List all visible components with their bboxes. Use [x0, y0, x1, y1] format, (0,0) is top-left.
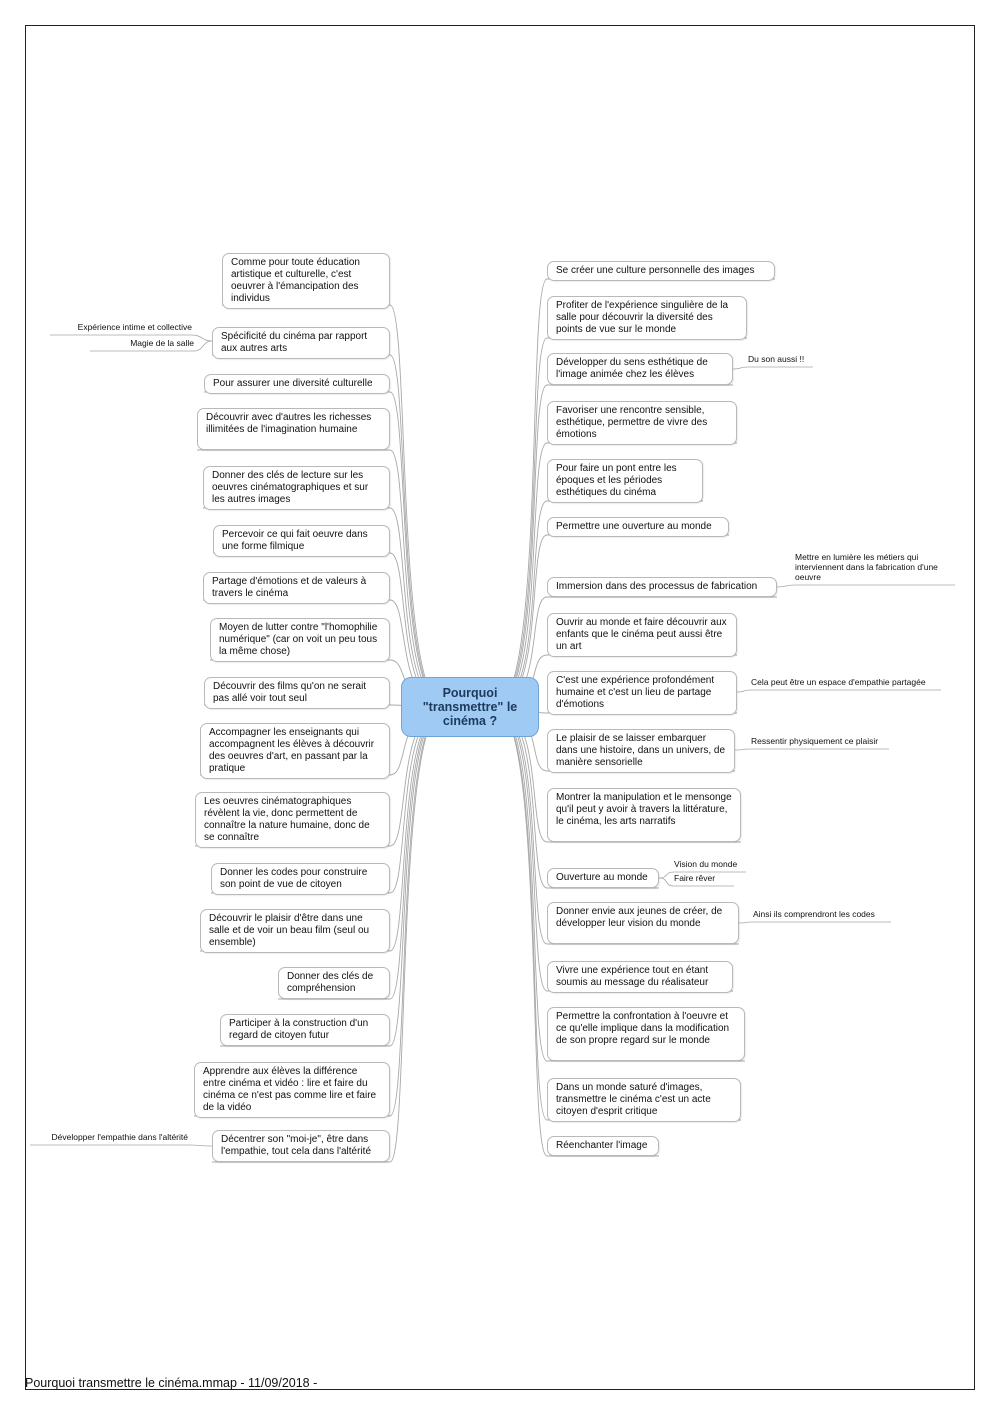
subtopic-b5[interactable]: Vision du monde [674, 859, 738, 869]
topic-left-11[interactable]: Les oeuvres cinématographiques révèlent la vie, donc permettent de connaître la nature humaine, donc de se connaître [195, 792, 390, 848]
topic-right-17[interactable]: Réenchanter l'image [547, 1136, 659, 1156]
topic-right-8[interactable]: Ouvrir au monde et faire découvrir aux enfants que le cinéma peut aussi être un art [547, 613, 737, 657]
topic-left-2[interactable]: Spécificité du cinéma par rapport aux autres arts [212, 327, 390, 359]
topic-left-15[interactable]: Participer à la construction d'un regard de citoyen futur [220, 1014, 390, 1046]
topic-right-9[interactable]: C'est une expérience profondément humaine et c'est un lieu de partage d'émotions [547, 671, 737, 715]
topic-right-1[interactable]: Se créer une culture personnelle des images [547, 261, 775, 281]
topic-left-14[interactable]: Donner des clés de compréhension [278, 967, 390, 999]
central-topic[interactable]: Pourquoi "transmettre" le cinéma ? [401, 677, 539, 737]
footer-caption: Pourquoi transmettre le cinéma.mmap - 11/09/2018 - [25, 1376, 318, 1390]
leaf-connector-b1 [733, 367, 813, 369]
leaf-connector-a3 [30, 1145, 212, 1146]
topic-left-17[interactable]: Décentrer son "moi-je", être dans l'empathie, tout cela dans l'altérité [212, 1130, 390, 1162]
topic-right-6[interactable]: Permettre une ouverture au monde [547, 517, 729, 537]
subtopic-a1[interactable]: Expérience intime et collective [77, 322, 192, 332]
topic-left-16[interactable]: Apprendre aux élèves la différence entre cinéma et vidéo : lire et faire du cinéma ce n'est pas comme lire et faire de la vidéo [194, 1062, 390, 1118]
subtopic-b3[interactable]: Cela peut être un espace d'empathie partagée [751, 677, 926, 687]
topic-right-7[interactable]: Immersion dans des processus de fabrication [547, 577, 777, 597]
subtopic-b1[interactable]: Du son aussi !! [748, 354, 805, 364]
topic-right-15[interactable]: Permettre la confrontation à l'oeuvre et ce qu'elle implique dans la modification de son propre regard sur le monde [547, 1007, 745, 1061]
leaf-connector-b4 [735, 749, 889, 750]
topic-left-13[interactable]: Découvrir le plaisir d'être dans une salle et de voir un beau film (seul ou ensemble) [200, 909, 390, 953]
topic-right-12[interactable]: Ouverture au monde [547, 868, 659, 888]
topic-left-5[interactable]: Donner des clés de lecture sur les oeuvres cinématographiques et sur les autres images [203, 466, 390, 510]
topic-left-1[interactable]: Comme pour toute éducation artistique et culturelle, c'est oeuvrer à l'émancipation des individus [222, 253, 390, 309]
topic-left-4[interactable]: Découvrir avec d'autres les richesses illimitées de l'imagination humaine [197, 408, 390, 450]
topic-right-5[interactable]: Pour faire un pont entre les époques et les périodes esthétiques du cinéma [547, 459, 703, 503]
topic-right-4[interactable]: Favoriser une rencontre sensible, esthétique, permettre de vivre des émotions [547, 401, 737, 445]
leaf-connector-b2 [777, 585, 955, 587]
subtopic-a3[interactable]: Développer l'empathie dans l'altérité [51, 1132, 188, 1142]
subtopic-b4[interactable]: Ressentir physiquement ce plaisir [751, 736, 879, 746]
subtopic-b7[interactable]: Ainsi ils comprendront les codes [753, 909, 875, 919]
subtopic-b6[interactable]: Faire rêver [674, 873, 716, 883]
subtopic-a2[interactable]: Magie de la salle [130, 338, 194, 348]
topic-right-13[interactable]: Donner envie aux jeunes de créer, de développer leur vision du monde [547, 902, 739, 944]
leaf-connector-b7 [739, 922, 891, 923]
topic-left-7[interactable]: Partage d'émotions et de valeurs à travers le cinéma [203, 572, 390, 604]
topic-left-8[interactable]: Moyen de lutter contre "l'homophilie numérique" (car on voit un peu tous la même chose) [210, 618, 390, 662]
topic-left-9[interactable]: Découvrir des films qu'on ne serait pas allé voir tout seul [204, 677, 390, 709]
topic-right-3[interactable]: Développer du sens esthétique de l'image animée chez les élèves [547, 353, 733, 385]
topic-left-12[interactable]: Donner les codes pour construire son point de vue de citoyen [211, 863, 390, 895]
subtopic-b2[interactable]: Mettre en lumière les métiers qui interviennent dans la fabrication d'une oeuvre [795, 552, 938, 582]
topic-right-2[interactable]: Profiter de l'expérience singulière de la salle pour découvrir la diversité des points de vue sur le monde [547, 296, 747, 340]
topic-right-10[interactable]: Le plaisir de se laisser embarquer dans une histoire, dans un univers, de manière sensorielle [547, 729, 735, 773]
topic-left-10[interactable]: Accompagner les enseignants qui accompagnent les élèves à découvrir des oeuvres d'art, en passant par la pratique [200, 723, 390, 779]
leaf-connector-b3 [737, 690, 941, 692]
topic-right-16[interactable]: Dans un monde saturé d'images, transmettre le cinéma c'est un acte citoyen d'esprit critique [547, 1078, 741, 1122]
topic-left-3[interactable]: Pour assurer une diversité culturelle [204, 374, 390, 394]
topic-right-14[interactable]: Vivre une expérience tout en étant soumis au message du réalisateur [547, 961, 733, 993]
topic-left-6[interactable]: Percevoir ce qui fait oeuvre dans une forme filmique [213, 525, 390, 557]
topic-right-11[interactable]: Montrer la manipulation et le mensonge qu'il peut y avoir à travers la littérature, le cinéma, les arts narratifs [547, 788, 741, 842]
